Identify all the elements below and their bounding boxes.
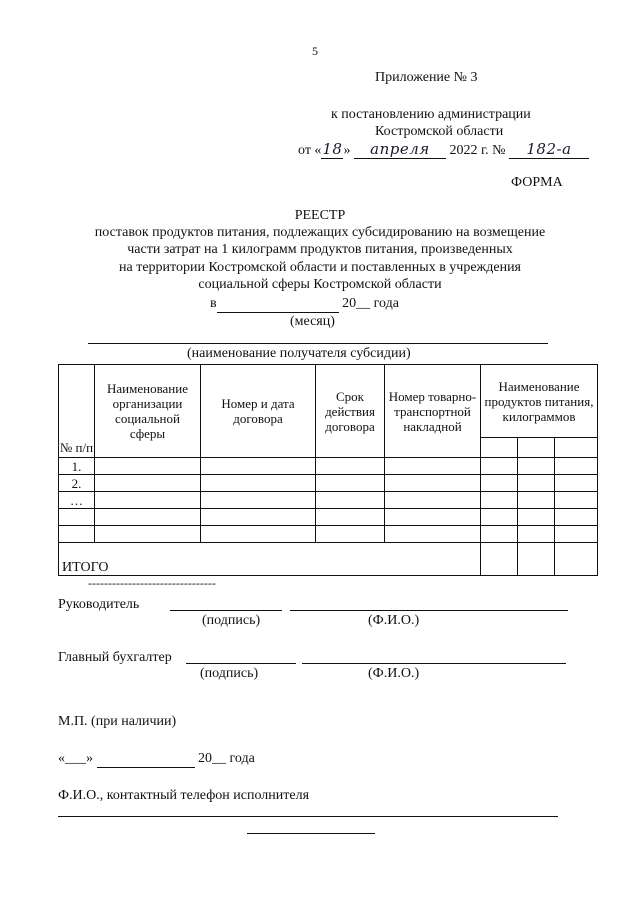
recipient-field [88,343,548,344]
registry-table [58,364,598,576]
accountant-name-field [302,663,566,664]
date-year-field: 20__ года [198,751,255,766]
date-mid: » [343,143,351,158]
date-day-field: «___» [58,751,93,766]
products-subcol-2 [518,438,555,458]
appendix-date-line [298,140,589,159]
period-line [210,296,399,313]
registry-title-line-3: на территории Костромской области и поставленных в учреждения [119,260,521,275]
header-term: Срок действия договора [316,365,385,458]
accountant-name-caption: (Ф.И.О.) [368,666,420,681]
period-year: 20__ года [342,296,399,311]
period-month-field [217,296,339,313]
table-row [59,526,598,543]
row-number: 2. [59,475,95,492]
appendix-title: Приложение № 3 [375,70,478,85]
month-caption: (месяц) [290,314,335,329]
head-name-field [290,610,568,611]
header-invoice: Номер товарно-транспортной накладной [385,365,481,458]
row-number [59,509,95,526]
header-products: Наименование продуктов питания, килограммов [481,365,598,438]
seal-label: М.П. (при наличии) [58,714,177,729]
contact-field [58,816,558,817]
header-number: № п/п [59,365,95,458]
page-number: 5 [312,44,318,58]
header-organization: Наименование организации социальной сферы [95,365,201,458]
head-signature-field [170,610,282,611]
row-number: … [59,492,95,509]
table-header-row [59,365,598,438]
row-number [59,526,95,543]
date-day: 18 [322,140,343,158]
accountant-signature-field [186,663,296,664]
form-label: ФОРМА [511,175,563,190]
head-label: Руководитель [58,597,140,612]
accountant-label: Главный бухгалтер [58,650,172,665]
total-label: ИТОГО [59,543,481,576]
header-contract: Номер и дата договора [201,365,316,458]
date-line [58,751,255,768]
row-number: 1. [59,458,95,475]
head-signature-caption: (подпись) [202,613,261,628]
registry-title-line-4: социальной сферы Костромской области [198,277,442,292]
products-subcol-1 [481,438,518,458]
appendix-region-line: Костромской области [375,124,504,139]
table-row [59,458,598,475]
separator-dashes: -------------------------------- [88,576,216,590]
recipient-caption: (наименование получателя субсидии) [187,346,411,361]
table-row [59,492,598,509]
date-prefix: от « [298,143,322,158]
closing-rule [247,833,375,834]
products-subcol-3 [555,438,598,458]
head-name-caption: (Ф.И.О.) [368,613,420,628]
table-row [59,475,598,492]
decree-number: 182-а [509,140,589,159]
appendix-decree-line: к постановлению администрации [331,107,531,122]
contact-label: Ф.И.О., контактный телефон исполнителя [58,788,310,803]
period-prefix: в [210,296,217,311]
date-month-field [97,751,195,768]
table-total-row [59,543,598,576]
registry-title-line-2: части затрат на 1 килограмм продуктов питания, произведенных [127,242,513,257]
date-month: апреля [354,140,446,159]
accountant-signature-caption: (подпись) [200,666,259,681]
table-row [59,509,598,526]
date-year-text: 2022 г. № [449,143,506,158]
registry-title-line-1: поставок продуктов питания, подлежащих субсидированию на возмещение [94,225,546,240]
registry-heading: РЕЕСТР [294,208,346,223]
